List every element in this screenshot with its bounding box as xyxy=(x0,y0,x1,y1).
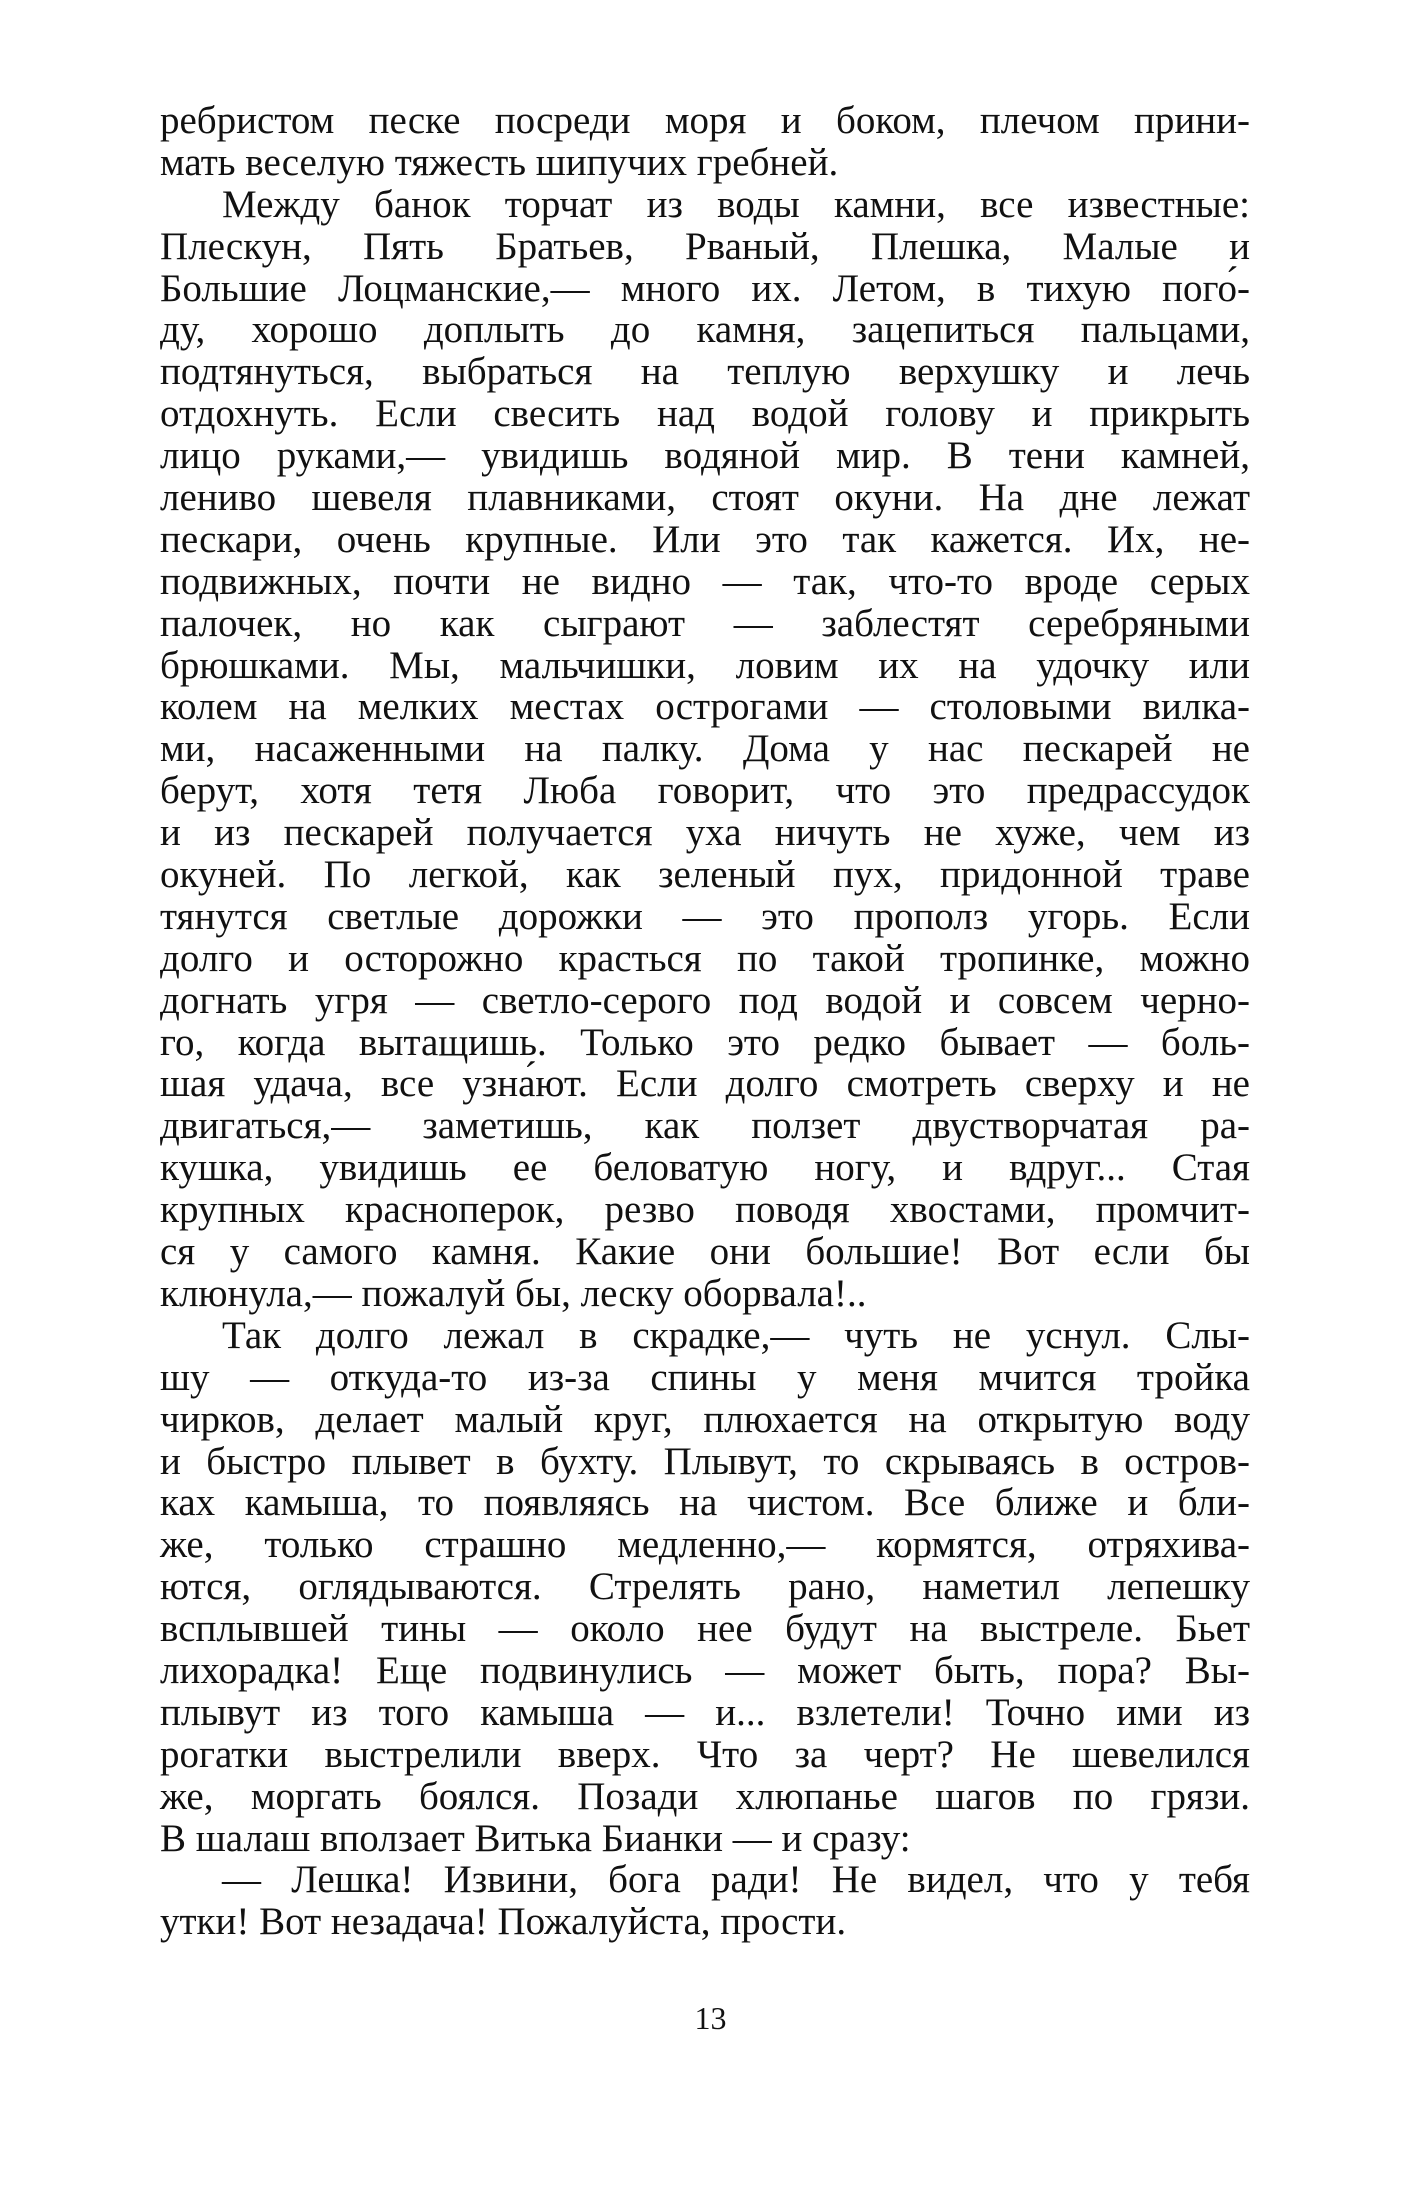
text-line: палочек, но как сыграют — заблестят серебряными xyxy=(160,601,1250,645)
text-line: окуней. По легкой, как зеленый пух, придонной траве xyxy=(160,853,1250,897)
text-line: ми, насаженными на палку. Дома у нас пескарей не xyxy=(160,727,1250,771)
text-line: колем на мелких местах острогами — столовыми вилка- xyxy=(160,685,1250,729)
text-line: догнать угря — светло-серого под водой и совсем черно- xyxy=(160,978,1250,1022)
text-line: плывут из того камыша — и... взлетели! Точно ими из xyxy=(160,1690,1250,1734)
text-line: Большие Лоцманские,— много их. Летом, в тихую пого́- xyxy=(160,266,1250,310)
text-line: мать веселую тяжесть шипучих гребней. xyxy=(160,140,839,184)
page-number: 13 xyxy=(694,2000,727,2036)
text-line: брюшками. Мы, мальчишки, ловим их на удочку или xyxy=(160,643,1250,687)
text-line: Так долго лежал в скрадке,— чуть не уснул. Слы- xyxy=(222,1313,1250,1357)
text-line: ду, хорошо доплыть до камня, зацепиться пальцами, xyxy=(160,308,1250,352)
text-line: утки! Вот незадача! Пожалуйста, прости. xyxy=(160,1900,847,1944)
text-line: всплывшей тины — около нее будут на выстреле. Бьет xyxy=(160,1607,1250,1651)
text-line: долго и осторожно красться по такой тропинке, можно xyxy=(160,936,1250,980)
text-line: клюнула,— пожалуй бы, леску оборвала!.. xyxy=(160,1271,867,1315)
page-body xyxy=(160,100,1250,1943)
text-line: чирков, делает малый круг, плюхается на открытую воду xyxy=(160,1397,1250,1441)
text-line: ребристом песке посреди моря и боком, плечом прини- xyxy=(160,99,1250,142)
text-line: го, когда вытащишь. Только это редко бывает — боль- xyxy=(160,1020,1250,1064)
text-line: крупных красноперок, резво поводя хвостами, промчит- xyxy=(160,1188,1250,1232)
text-line: же, моргать боялся. Позади хлюпанье шагов по грязи. xyxy=(160,1774,1250,1818)
text-line: и из пескарей получается уха ничуть не хуже, чем из xyxy=(160,811,1250,855)
text-line: и быстро плывет в бухту. Плывут, то скрываясь в остров- xyxy=(160,1439,1250,1483)
text-line: шу — откуда-то из-за спины у меня мчится тройка xyxy=(160,1355,1250,1399)
text-line: Плескун, Пять Братьев, Рваный, Плешка, Малые и xyxy=(160,224,1250,268)
text-line: рогатки выстрелили вверх. Что за черт? Не шевелился xyxy=(160,1732,1250,1776)
text-line: подтянуться, выбраться на теплую верхушку и лечь xyxy=(160,350,1250,394)
text-line: подвижных, почти не видно — так, что-то вроде серых xyxy=(160,559,1250,603)
text-line: тянутся светлые дорожки — это прополз угорь. Если xyxy=(160,894,1250,938)
text-line: отдохнуть. Если свесить над водой голову и прикрыть xyxy=(160,392,1250,436)
text-line: ся у самого камня. Какие они большие! Вот если бы xyxy=(160,1230,1250,1274)
text-line: ках камыша, то появляясь на чистом. Все ближе и бли- xyxy=(160,1481,1250,1525)
text-line: Между банок торчат из воды камни, все известные: xyxy=(222,182,1250,226)
text-line: же, только страшно медленно,— кормятся, отряхива- xyxy=(160,1523,1250,1567)
text-line: лихорадка! Еще подвинулись — может быть, пора? Вы- xyxy=(160,1648,1250,1692)
text-line: ются, оглядываются. Стрелять рано, наметил лепешку xyxy=(160,1565,1250,1609)
text-line: берут, хотя тетя Люба говорит, что это предрассудок xyxy=(160,769,1250,813)
text-line: В шалаш вползает Витька Бианки — и сразу: xyxy=(160,1816,911,1860)
text-line: пескари, очень крупные. Или это так кажется. Их, не- xyxy=(160,517,1250,561)
text-line: лицо руками,— увидишь водяной мир. В тени камней, xyxy=(160,434,1250,478)
text-line: шая удача, все узна́ют. Если долго смотреть сверху и не xyxy=(160,1062,1250,1106)
text-line: — Лешка! Извини, бога ради! Не видел, что у тебя xyxy=(222,1858,1250,1902)
text-line: двигаться,— заметишь, как ползет двустворчатая ра- xyxy=(160,1104,1250,1148)
text-line: кушка, увидишь ее беловатую ногу, и вдруг... Стая xyxy=(160,1146,1250,1190)
text-line: лениво шевеля плавниками, стоят окуни. На дне лежат xyxy=(160,476,1250,520)
